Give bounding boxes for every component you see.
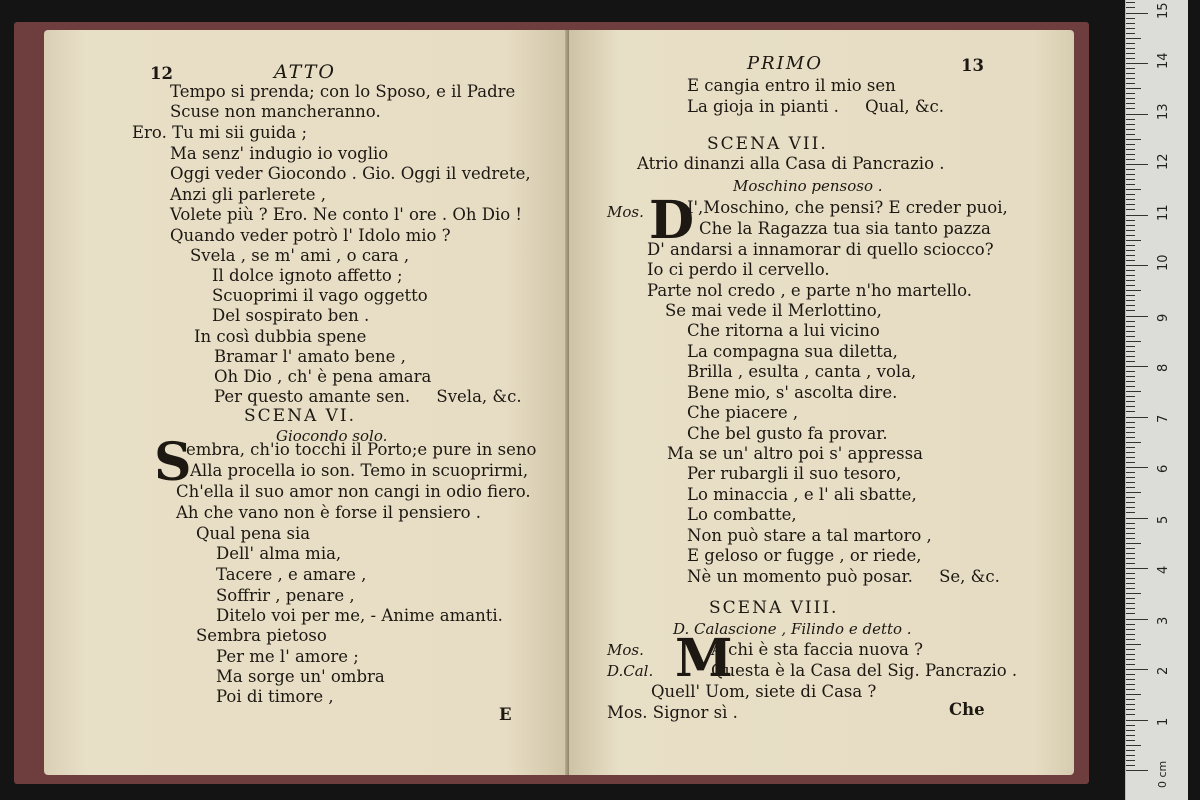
ruler-tick (1126, 376, 1135, 377)
ruler-tick (1126, 164, 1148, 165)
ruler-number: 2 (1156, 666, 1171, 675)
text-line: Ch'ella il suo amor non cangi in odio fiero. (176, 482, 531, 501)
ruler-tick (1126, 714, 1135, 715)
ruler-tick (1126, 745, 1141, 746)
ruler-tick (1126, 114, 1148, 115)
ruler-tick (1126, 38, 1141, 39)
text-line: Che la Ragazza tua sia tanto pazza (699, 219, 991, 238)
ruler-tick (1126, 487, 1135, 488)
ruler-tick (1126, 386, 1135, 387)
ruler-tick (1126, 295, 1135, 296)
text-line: Quando veder potrò l' Idolo mio ? (170, 226, 451, 245)
right-running-head: PRIMO (747, 53, 823, 74)
ruler-tick (1126, 755, 1135, 756)
ruler-tick (1126, 770, 1148, 771)
text-line: Ditelo voi per me, - Anime amanti. (216, 606, 503, 625)
ruler-tick (1126, 154, 1135, 155)
ruler-tick (1126, 321, 1135, 322)
ruler-tick (1126, 255, 1135, 256)
text-line: Dell' alma mia, (216, 544, 342, 563)
text-line: Svela , se m' ami , o cara , (190, 246, 410, 265)
ruler-tick (1126, 679, 1135, 680)
ruler-tick (1126, 558, 1135, 559)
ruler-tick (1126, 305, 1135, 306)
text-line: Parte nol credo , e parte n'ho martello. (647, 281, 973, 300)
ruler-tick (1126, 735, 1135, 736)
scene-subtitle: D. Calascione , Filindo e detto . (673, 620, 912, 638)
text-line: La gioja in pianti . Qual, &c. (687, 97, 945, 116)
text-line: La compagna sua diletta, (687, 342, 898, 361)
text-line: Lo combatte, (687, 505, 797, 524)
ruler-tick (1126, 457, 1135, 458)
ruler-tick (1126, 7, 1135, 8)
ruler-tick (1126, 265, 1148, 266)
ruler-tick (1126, 669, 1148, 670)
ruler-tick (1126, 608, 1135, 609)
ruler-tick (1126, 603, 1135, 604)
text-line: Oh Dio , ch' è pena amara (214, 367, 432, 386)
ruler-tick (1126, 760, 1135, 761)
drop-cap: S (154, 432, 192, 493)
text-line: A chi è sta faccia nuova ? (711, 640, 923, 659)
ruler-number: 5 (1156, 515, 1171, 524)
right-page-number: 13 (961, 56, 984, 75)
ruler-number: 13 (1156, 102, 1171, 120)
ruler-tick (1126, 280, 1135, 281)
ruler-tick (1126, 523, 1135, 524)
text-line: Non può stare a tal martoro , (687, 526, 932, 545)
ruler-tick (1126, 351, 1135, 352)
ruler-tick (1126, 33, 1135, 34)
text-line: Se mai vede il Merlottino, (665, 301, 882, 320)
ruler-tick (1126, 119, 1135, 120)
ruler-number: 7 (1156, 414, 1171, 423)
ruler-tick (1126, 235, 1135, 236)
ruler-number: 1 (1156, 717, 1171, 726)
ruler-tick (1126, 144, 1135, 145)
text-line: Bramar l' amato bene , (214, 347, 406, 366)
ruler-tick (1126, 502, 1135, 503)
ruler-tick (1126, 184, 1135, 185)
text-line: Il dolce ignoto affetto ; (212, 266, 403, 285)
text-line: Anzi gli parlerete , (170, 185, 326, 204)
ruler-tick (1126, 23, 1135, 24)
ruler-number: 10 (1156, 254, 1171, 271)
ruler-tick (1126, 194, 1135, 195)
ruler-tick (1126, 149, 1135, 150)
drop-cap: M (675, 628, 733, 689)
measuring-ruler (1125, 0, 1188, 800)
ruler-number: 15 (1156, 1, 1171, 19)
ruler-tick (1126, 649, 1135, 650)
ruler-tick (1126, 462, 1135, 463)
ruler-number: 9 (1156, 313, 1171, 322)
text-line: Volete più ? Ero. Ne conto l' ore . Oh Dio ! (170, 205, 523, 224)
ruler-tick (1126, 477, 1135, 478)
ruler-tick (1126, 159, 1135, 160)
ruler-number: 12 (1156, 153, 1171, 170)
ruler-tick (1126, 411, 1135, 412)
ruler-tick (1126, 103, 1135, 104)
ruler-tick (1126, 613, 1135, 614)
scene-subtitle: Giocondo solo. (276, 427, 388, 445)
text-line: D' andarsi a innamorar di quello sciocco? (647, 240, 994, 259)
text-line: Che piacere , (687, 403, 799, 422)
text-line: Scuse non mancheranno. (170, 102, 381, 121)
ruler-number: 4 (1156, 565, 1171, 574)
ruler-number: 11 (1156, 203, 1171, 221)
ruler-unit-label: 0 cm (1156, 760, 1169, 788)
ruler-tick (1126, 225, 1135, 226)
ruler-tick (1126, 422, 1135, 423)
ruler-tick (1126, 553, 1135, 554)
ruler-tick (1126, 598, 1135, 599)
ruler-tick (1126, 639, 1135, 640)
text-line: Ma se un' altro poi s' appressa (667, 444, 923, 463)
ruler-tick (1126, 417, 1148, 418)
left-page-number: 12 (150, 64, 173, 83)
text-line: Mos. Signor sì . (607, 703, 738, 722)
ruler-tick (1126, 704, 1135, 705)
ruler-tick (1126, 73, 1135, 74)
ruler-tick (1126, 204, 1135, 205)
ruler-tick (1126, 634, 1135, 635)
ruler-tick (1126, 209, 1135, 210)
ruler-tick (1126, 124, 1135, 125)
ruler-tick (1126, 230, 1135, 231)
ruler-tick (1126, 381, 1135, 382)
ruler-tick (1126, 300, 1135, 301)
ruler-tick (1126, 63, 1148, 64)
ruler-tick (1126, 750, 1135, 751)
ruler-tick (1126, 568, 1148, 569)
ruler-tick (1126, 654, 1135, 655)
ruler-tick (1126, 356, 1135, 357)
text-line: Ero. Tu mi sii guida ; (132, 123, 308, 142)
text-line: Tempo si prenda; con lo Sposo, e il Padre (170, 82, 516, 101)
ruler-tick (1126, 290, 1141, 291)
ruler-tick (1126, 316, 1148, 317)
ruler-tick (1126, 179, 1135, 180)
text-line: Tacere , e amare , (216, 565, 367, 584)
ruler-tick (1126, 215, 1148, 216)
ruler-tick (1126, 467, 1148, 468)
text-line: Brilla , esulta , canta , vola, (687, 362, 917, 381)
ruler-tick (1126, 275, 1135, 276)
ruler-tick (1126, 189, 1141, 190)
ruler-tick (1126, 619, 1148, 620)
ruler-tick (1126, 98, 1135, 99)
ruler-tick (1126, 48, 1135, 49)
text-line: Soffrir , penare , (216, 586, 355, 605)
ruler-tick (1126, 659, 1135, 660)
text-line: E geloso or fugge , or riede, (687, 546, 922, 565)
ruler-tick (1126, 174, 1135, 175)
text-line: Quell' Uom, siete di Casa ? (651, 682, 877, 701)
scene-subtitle: Moschino pensoso . (733, 177, 883, 195)
ruler-tick (1126, 326, 1135, 327)
ruler-tick (1126, 518, 1148, 519)
text-line: Qual pena sia (196, 524, 311, 543)
scene-heading: SCENA VII. (707, 134, 828, 154)
ruler-tick (1126, 220, 1135, 221)
text-line: Che bel gusto fa provar. (687, 424, 888, 443)
ruler-tick (1126, 331, 1135, 332)
ruler-tick (1126, 336, 1135, 337)
text-line: Alla procella io son. Temo in scuoprirmi, (190, 461, 529, 480)
ruler-tick (1126, 588, 1135, 589)
text-line: Oggi veder Giocondo . Gio. Oggi il vedrete, (170, 164, 531, 183)
ruler-tick (1126, 108, 1135, 109)
ruler-tick (1126, 139, 1141, 140)
left-page (44, 30, 569, 775)
ruler-tick (1126, 644, 1141, 645)
catchword: Che (949, 700, 985, 719)
ruler-tick (1126, 699, 1135, 700)
ruler-tick (1126, 543, 1141, 544)
ruler-tick (1126, 674, 1135, 675)
ruler-tick (1126, 548, 1135, 549)
ruler-number: 6 (1156, 464, 1171, 473)
text-line: Scuoprimi il vago oggetto (212, 286, 428, 305)
ruler-tick (1126, 58, 1135, 59)
ruler-tick (1126, 240, 1141, 241)
ruler-tick (1126, 482, 1135, 483)
catchword: E (499, 705, 512, 724)
ruler-tick (1126, 260, 1135, 261)
ruler-tick (1126, 689, 1135, 690)
ruler-tick (1126, 497, 1135, 498)
text-line: E cangia entro il mio sen (687, 76, 896, 95)
text-line: Per rubargli il suo tesoro, (687, 464, 902, 483)
ruler-tick (1126, 391, 1141, 392)
ruler-tick (1126, 53, 1135, 54)
ruler-tick (1126, 528, 1135, 529)
ruler-tick (1126, 765, 1135, 766)
ruler-tick (1126, 442, 1141, 443)
ruler-tick (1126, 361, 1135, 362)
ruler-tick (1126, 507, 1135, 508)
ruler-tick (1126, 371, 1135, 372)
ruler-tick (1126, 512, 1135, 513)
speaker-label: D.Cal. (607, 662, 654, 680)
ruler-tick (1126, 583, 1135, 584)
ruler-tick (1126, 406, 1135, 407)
text-line: Ma sorge un' ombra (216, 667, 385, 686)
ruler-tick (1126, 346, 1135, 347)
text-line: Io ci perdo il cervello. (647, 260, 830, 279)
text-line: Bene mio, s' ascolta dire. (687, 383, 898, 402)
ruler-tick (1126, 366, 1148, 367)
ruler-tick (1126, 270, 1135, 271)
ruler-tick (1126, 452, 1135, 453)
ruler-tick (1126, 83, 1135, 84)
ruler-tick (1126, 245, 1135, 246)
ruler-tick (1126, 563, 1135, 564)
ruler-tick (1126, 169, 1135, 170)
ruler-tick (1126, 447, 1135, 448)
text-line: embra, ch'io tocchi il Porto;e pure in seno (186, 440, 537, 459)
ruler-tick (1126, 2, 1135, 3)
ruler-tick (1126, 341, 1141, 342)
speaker-label: Mos. (607, 641, 644, 659)
ruler-tick (1126, 694, 1141, 695)
ruler-tick (1126, 310, 1135, 311)
ruler-tick (1126, 720, 1148, 721)
ruler-tick (1126, 13, 1148, 14)
ruler-tick (1126, 664, 1135, 665)
ruler-tick (1126, 78, 1135, 79)
text-line: Che ritorna a lui vicino (687, 321, 880, 340)
ruler-number: 8 (1156, 363, 1171, 372)
ruler-tick (1126, 472, 1135, 473)
ruler-tick (1126, 624, 1135, 625)
ruler-tick (1126, 573, 1135, 574)
ruler-tick (1126, 199, 1135, 200)
left-running-head: ATTO (274, 61, 336, 83)
ruler-tick (1126, 730, 1135, 731)
text-line: Nè un momento può posar. Se, &c. (687, 567, 1000, 586)
ruler-tick (1126, 533, 1135, 534)
text-line: Questa è la Casa del Sig. Pancrazio . (711, 661, 1018, 680)
text-line: Sembra pietoso (196, 626, 327, 645)
ruler-tick (1126, 18, 1135, 19)
text-line: Ah che vano non è forse il pensiero . (176, 503, 482, 522)
ruler-tick (1126, 684, 1135, 685)
text-line: Per me l' amore ; (216, 647, 359, 666)
text-line: Poi di timore , (216, 687, 334, 706)
right-page (569, 30, 1074, 775)
ruler-tick (1126, 709, 1135, 710)
ruler-tick (1126, 93, 1135, 94)
ruler-tick (1126, 432, 1135, 433)
ruler-tick (1126, 437, 1135, 438)
ruler-number: 14 (1156, 52, 1171, 69)
ruler-number: 3 (1156, 616, 1171, 625)
ruler-tick (1126, 538, 1135, 539)
text-line: Lo minaccia , e l' ali sbatte, (687, 485, 917, 504)
ruler-tick (1126, 725, 1135, 726)
ruler-tick (1126, 629, 1135, 630)
ruler-tick (1126, 129, 1135, 130)
ruler-tick (1126, 578, 1135, 579)
ruler-tick (1126, 593, 1141, 594)
text-line: Del sospirato ben . (212, 306, 370, 325)
text-line: In così dubbia spene (194, 327, 367, 346)
ruler-tick (1126, 396, 1135, 397)
ruler-tick (1126, 740, 1135, 741)
text-line: Per questo amante sen. Svela, &c. (214, 387, 522, 406)
ruler-tick (1126, 28, 1135, 29)
scene-heading: SCENA VIII. (709, 598, 839, 618)
ruler-tick (1126, 492, 1141, 493)
ruler-tick (1126, 250, 1135, 251)
ruler-tick (1126, 88, 1141, 89)
ruler-tick (1126, 43, 1135, 44)
ruler-tick (1126, 134, 1135, 135)
ruler-tick (1126, 427, 1135, 428)
ruler-tick (1126, 285, 1135, 286)
scene-heading: SCENA VI. (244, 406, 357, 426)
drop-cap: D (649, 190, 695, 251)
ruler-tick (1126, 401, 1135, 402)
text-line: I',Moschino, che pensi? E creder puoi, (687, 198, 1008, 217)
ruler-tick (1126, 68, 1135, 69)
text-line: Ma senz' indugio io voglio (170, 144, 389, 163)
text-line: Atrio dinanzi alla Casa di Pancrazio . (637, 154, 945, 173)
speaker-label: Mos. (607, 203, 644, 221)
